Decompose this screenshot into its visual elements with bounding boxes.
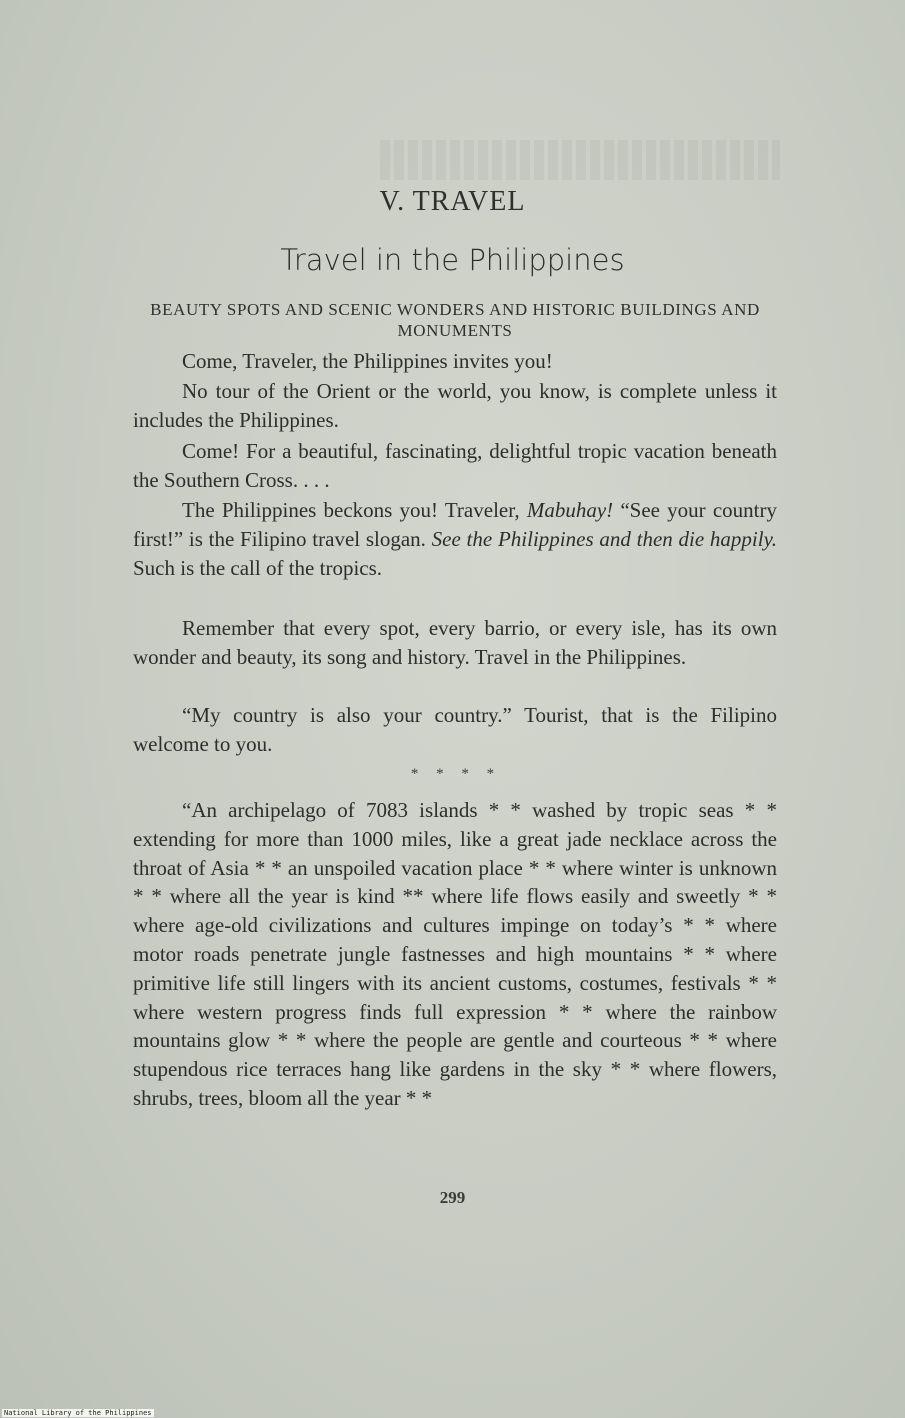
paragraph-1: Come, Traveler, the Philippines invites you! bbox=[182, 349, 553, 373]
section-subtitle: BEAUTY SPOTS AND SCENIC WONDERS AND HISTORIC BUILDINGS AND MONUMENTS bbox=[150, 300, 760, 340]
paragraph-4-text-a: The Philippines beckons you! Traveler, bbox=[182, 498, 527, 522]
paragraph-3: Come! For a beautiful, fascinating, delightful tropic vacation beneath the Southern Cross. . . . bbox=[133, 439, 777, 492]
section-title: Travel in the Philippines bbox=[280, 243, 625, 277]
footer-credit: National Library of the Philippines bbox=[4, 1409, 152, 1417]
paragraph-4 bbox=[133, 496, 777, 583]
paragraph-2: No tour of the Orient or the world, you know, is complete unless it includes the Philippines. bbox=[133, 379, 777, 432]
quote-paragraph: “An archipelago of 7083 islands * * washed by tropic seas * * extending for more than 1000 miles, like a great jade necklace across the throat of Asia * * an unspoiled vacation place * * where winter is unknown * * where all the year is kind ** where life flows easily and sweetly * * where age-old civilizations and cultures impinge on today’s * * where motor roads penetrate jungle fastnesses and high mountains * * where primitive life still lingers with its ancient customs, costumes, festivals * * where western progress finds full expression * * where the rainbow mountains glow * * where the people are gentle and courteous * * where stupendous rice terraces hang like gardens in the sky * * where flowers, shrubs, trees, bloom all the year * * bbox=[133, 798, 777, 1110]
slogan-italic: See the Philippines and then die happily. bbox=[431, 527, 777, 551]
bleed-through-text bbox=[380, 140, 780, 180]
paragraph-6: “My country is also your country.” Tourist, that is the Filipino welcome to you. bbox=[133, 703, 777, 756]
section-separator: * * * * bbox=[410, 766, 495, 782]
paragraph-5: Remember that every spot, every barrio, or every isle, has its own wonder and beauty, its song and history. Travel in the Philippines. bbox=[133, 616, 777, 669]
paragraph-4-text-e: Such is the call of the tropics. bbox=[133, 556, 383, 580]
mabuhay-italic: Mabuhay! bbox=[526, 498, 614, 522]
chapter-heading: V. TRAVEL bbox=[379, 186, 526, 217]
paragraph-4-text-c: “See your country first!” is the Filipino travel slogan. bbox=[133, 498, 777, 551]
page-number: 299 bbox=[439, 1188, 466, 1207]
